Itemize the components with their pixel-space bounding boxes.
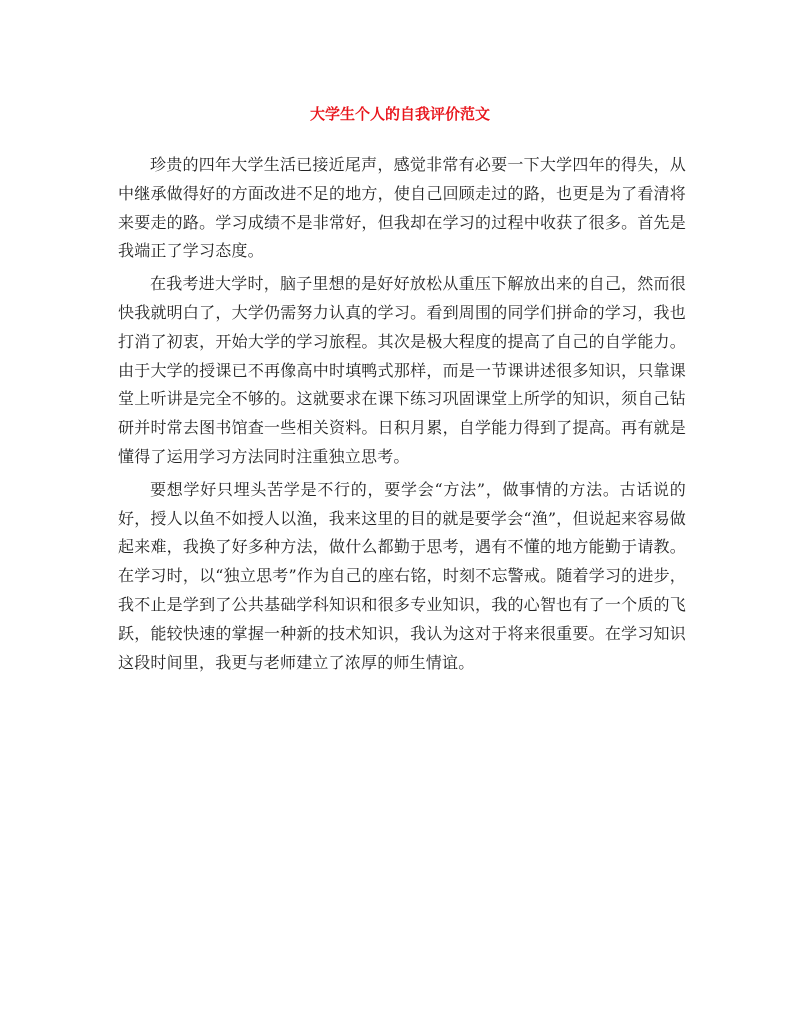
document-title: 大学生个人的自我评价范文 <box>309 105 490 123</box>
paragraph-2: 在我考进大学时，脑子里想的是好好放松从重压下解放出来的自己，然而很快我就明白了，大学仍需努力认真的学习。看到周围的同学们拼命的学习，我也打消了初衷，开始大学的学习旅程。其次是极大程度的提高了自己的自学能力。由于大学的授课已不再像高中时填鸭式那样，而是一节课讲述很多知识，只靠课堂上听讲是完全不够的。这就要求在课下练习巩固课堂上所学的知识，须自己钻研并时常去图书馆查一些相关资料。日积月累，自学能力得到了提高。再有就是懂得了运用学习方法同时注重独立思考。 <box>118 274 686 466</box>
document-body <box>118 151 686 681</box>
paragraph-1: 珍贵的四年大学生活已接近尾声，感觉非常有必要一下大学四年的得失，从中继承做得好的方面改进不足的地方，使自己回顾走过的路，也更是为了看清将来要走的路。学习成绩不是非常好，但我却在学习的过程中收获了很多。首先是我端正了学习态度。 <box>118 155 686 261</box>
paragraph-3: 要想学好只埋头苦学是不行的，要学会“方法”，做事情的方法。古话说的好，授人以鱼不如授人以渔，我来这里的目的就是要学会“渔”，但说起来容易做起来难，我换了好多种方法，做什么都勤于思考，遇有不懂的地方能勤于请教。在学习时，以“独立思考”作为自己的座右铭，时刻不忘警戒。随着学习的进步，我不止是学到了公共基础学科知识和很多专业知识，我的心智也有了一个质的飞跃，能较快速的掌握一种新的技术知识，我认为这对于将来很重要。在学习知识这段时间里，我更与老师建立了浓厚的师生情谊。 <box>118 479 686 672</box>
